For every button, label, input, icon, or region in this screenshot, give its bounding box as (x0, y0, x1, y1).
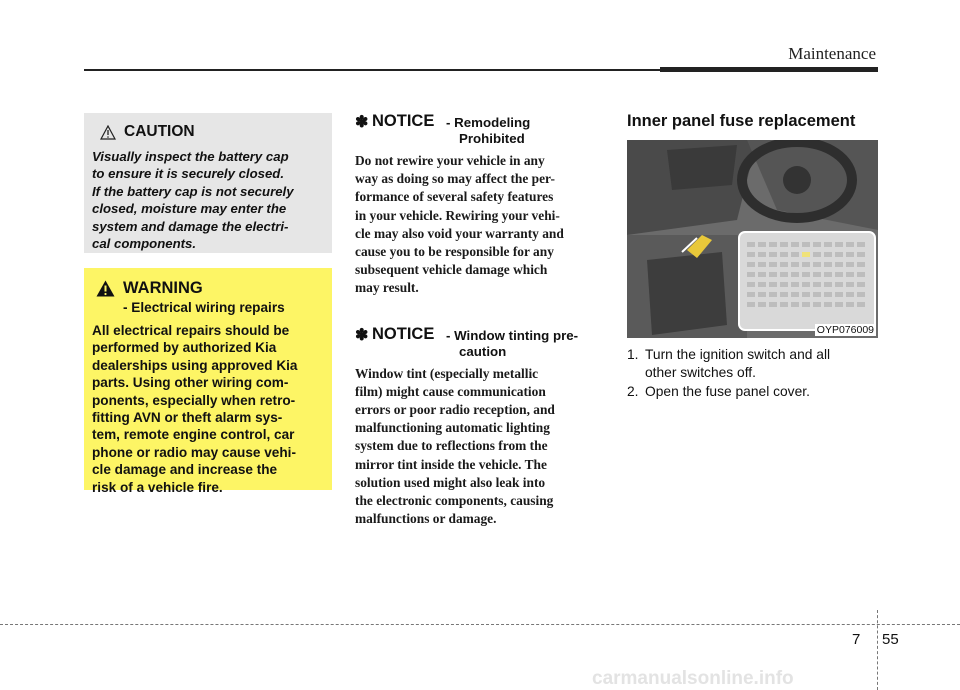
notice-column (355, 110, 605, 528)
footer-divider (877, 610, 878, 690)
notice-subtitle-cont: Prohibited (459, 131, 525, 146)
photo-caption: OYP076009 (816, 324, 874, 336)
page-number: 55 (882, 631, 899, 648)
caution-title: CAUTION (124, 123, 195, 140)
notice-line: film) might cause communication (355, 383, 546, 399)
warning-title: WARNING (123, 278, 203, 297)
caution-box (84, 113, 332, 253)
notice-star-icon: ✽ (355, 326, 369, 344)
caution-text (92, 148, 324, 252)
header-rule (84, 69, 660, 71)
warning-text (92, 322, 324, 496)
notice-line: system due to reflections from the (355, 438, 548, 454)
caution-line: If the battery cap is not securely (92, 183, 294, 199)
fuse-section (627, 110, 879, 399)
step-text-cont: other switches off. (645, 364, 756, 380)
notice-subtitle: - Window tinting pre- (446, 327, 579, 343)
warning-line: fitting AVN or theft alarm sys- (92, 410, 283, 426)
warning-line: tem, remote engine control, car (92, 427, 295, 443)
notice-line: Do not rewire your vehicle in any (355, 153, 545, 168)
notice-text (355, 365, 605, 529)
chapter-number: 7 (852, 631, 861, 648)
notice-line: malfunctioning automatic lighting (355, 420, 550, 436)
notice-line: in your vehicle. Rewiring your vehi- (355, 207, 560, 223)
warning-line: performed by authorized Kia (92, 340, 277, 356)
page-header-title: Maintenance (788, 44, 876, 63)
step-number: 2. (627, 384, 639, 399)
caution-line: cal components. (92, 236, 197, 252)
notice-star-icon: ✽ (355, 114, 369, 131)
notice-line: cause you to be responsible for any (355, 244, 554, 260)
notice-line: cle may also void your warranty and (355, 225, 564, 241)
caution-triangle-icon (100, 125, 116, 140)
notice-line: Window tint (especially metallic (355, 365, 539, 381)
header-rule-accent (660, 67, 878, 72)
steps-list (627, 346, 879, 401)
step-number: 1. (627, 347, 639, 362)
notice-label: NOTICE (372, 112, 435, 130)
notice-text (355, 152, 605, 298)
notice-remodeling (355, 110, 605, 298)
fuse-panel-photo (627, 140, 878, 338)
warning-triangle-icon (96, 280, 115, 297)
warning-line: phone or radio may cause vehi- (92, 444, 296, 460)
notice-line: subsequent vehicle damage which (355, 262, 548, 278)
warning-line: risk of a vehicle fire. (92, 479, 223, 495)
notice-line: may result. (355, 280, 419, 296)
warning-line: dealerships using approved Kia (92, 357, 298, 373)
notice-label: NOTICE (372, 324, 435, 343)
step-item (627, 383, 879, 401)
notice-line: malfunctions or damage. (355, 511, 497, 527)
warning-line: parts. Using other wiring com- (92, 375, 289, 391)
caution-line: closed, moisture may enter the (92, 201, 287, 217)
warning-line: cle damage and increase the (92, 462, 278, 478)
step-text: Turn the ignition switch and all (645, 347, 831, 362)
warning-line: ponents, especially when retro- (92, 392, 296, 408)
caution-line: to ensure it is securely closed. (92, 166, 285, 182)
section-title: Inner panel fuse replacement (627, 112, 856, 130)
notice-line: mirror tint inside the vehicle. The (355, 456, 547, 472)
watermark-text: carmanualsonline.info (592, 668, 794, 689)
fuse-panel-illustration (627, 140, 878, 338)
notice-line: formance of several safety features (355, 189, 554, 205)
warning-box (84, 268, 332, 495)
notice-subtitle: - Remodeling (446, 115, 531, 130)
notice-line: way as doing so may affect the per- (355, 171, 555, 187)
caution-line: Visually inspect the battery cap (92, 149, 289, 164)
notice-line: errors or poor radio reception, and (355, 402, 555, 418)
step-item (627, 346, 879, 381)
caution-line: system and damage the electri- (92, 218, 289, 234)
footer-rule (0, 624, 960, 625)
notice-line: solution used might also leak into (355, 474, 546, 490)
warning-line: All electrical repairs should be (92, 323, 290, 338)
notice-line: the electronic components, causing (355, 493, 554, 509)
notice-subtitle-cont: caution (459, 343, 507, 359)
step-text: Open the fuse panel cover. (645, 384, 810, 399)
warning-subtitle: - Electrical wiring repairs (123, 300, 285, 315)
notice-window-tinting (355, 323, 605, 529)
